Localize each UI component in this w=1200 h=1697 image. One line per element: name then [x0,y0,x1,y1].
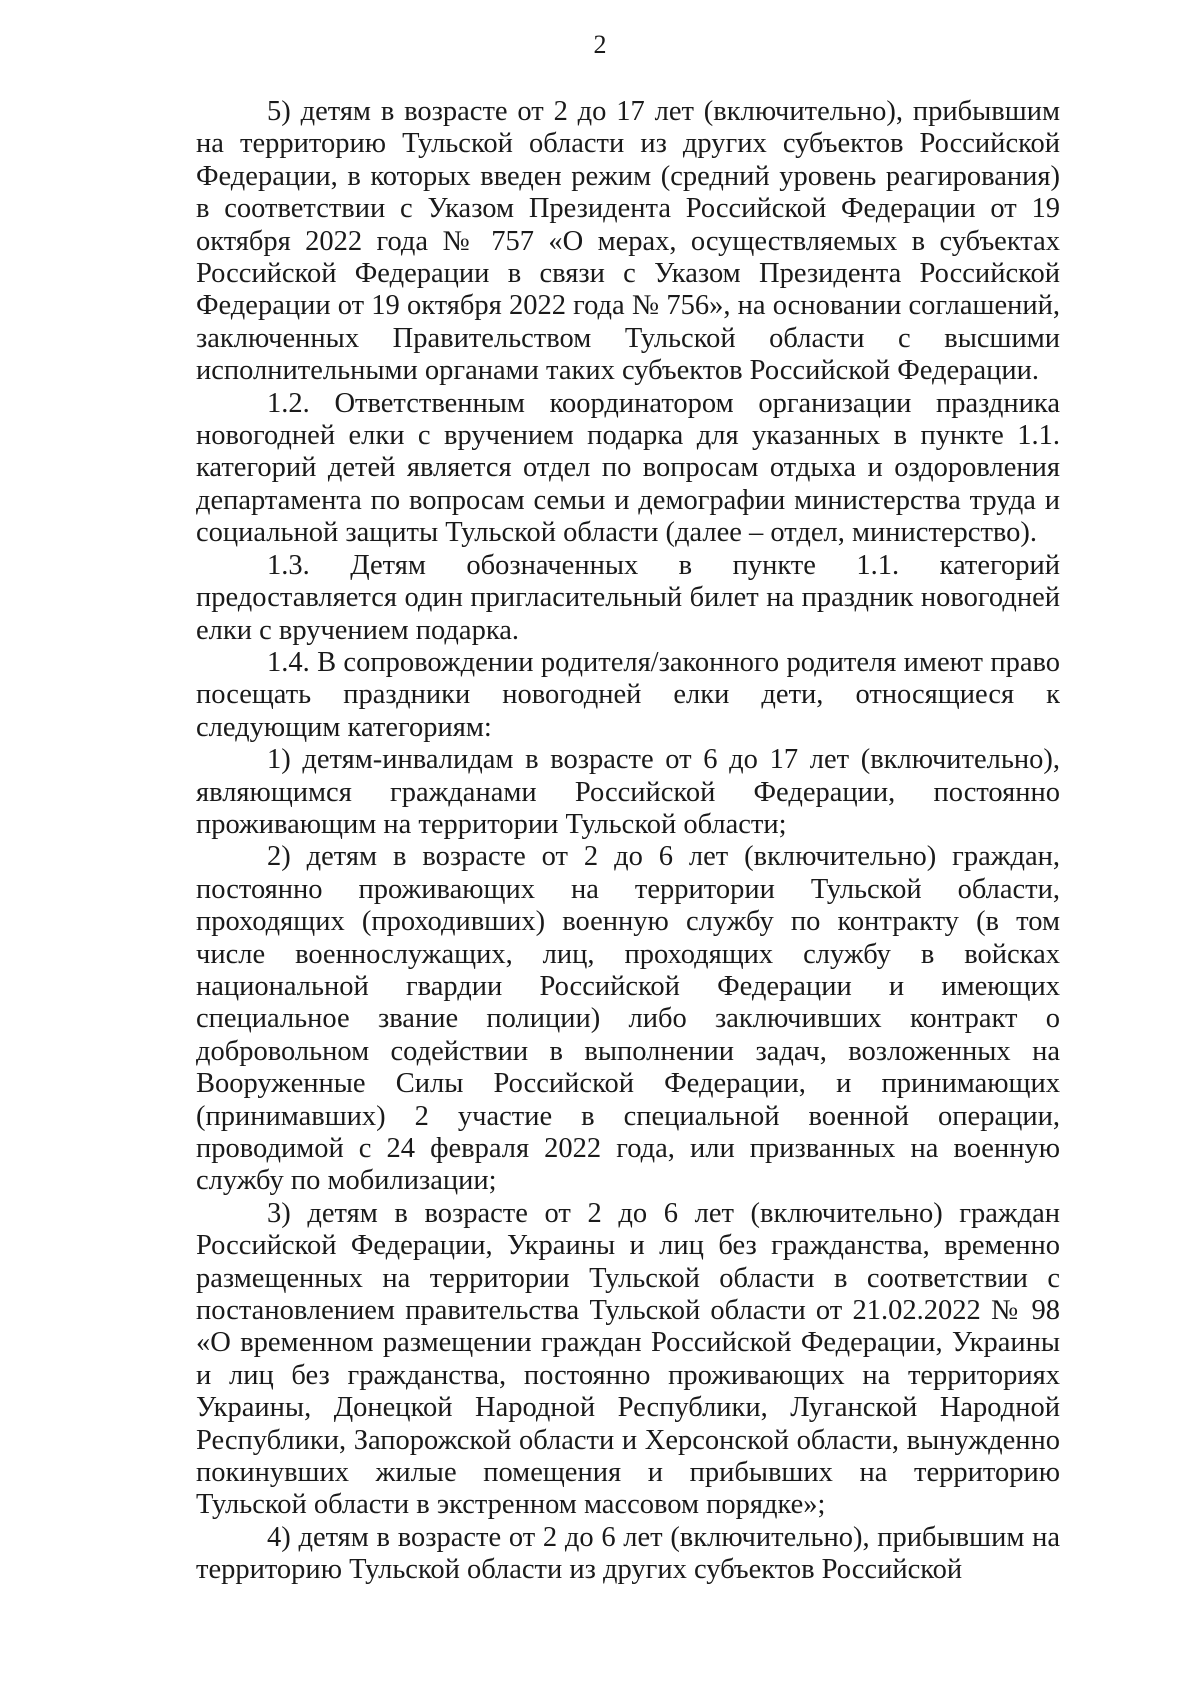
paragraph-item-1: 1) детям-инвалидам в возрасте от 6 до 17 лет (включительно), являющимся гражданами Российской Федерации, постоянно проживающим на территории Тульской области; [196,744,1060,840]
paragraph-item-2: 2) детям в возрасте от 2 до 6 лет (включительно) граждан, постоянно проживающих на территории Тульской области, проходящих (проходивших) военную службу по контракту (в том числе военнослужащих, лиц, проходящих службу в войсках национальной гвардии Российской Федерации и имеющих специальное звание полиции) либо заключивших контракт о добровольном содействии в выполнении задач, возложенных на Вооруженные Силы Российской Федерации, и принимающих (принимавших) 2 участие в специальной военной операции, проводимой с 24 февраля 2022 года, или призванных на военную службу по мобилизации; [196,841,1060,1197]
document-body [196,96,1060,1587]
paragraph-1-2: 1.2. Ответственным координатором организации праздника новогодней елки с вручением подарка для указанных в пункте 1.1. категорий детей является отдел по вопросам отдыха и оздоровления департамента по вопросам семьи и демографии министерства труда и социальной защиты Тульской области (далее – отдел, министерство). [196,387,1060,549]
paragraph-1-3: 1.3. Детям обозначенных в пункте 1.1. категорий предоставляется один пригласительный билет на праздник новогодней елки с вручением подарка. [196,549,1060,646]
paragraph-item-4: 4) детям в возрасте от 2 до 6 лет (включительно), прибывшим на территорию Тульской области из других субъектов Российской [196,1521,1060,1586]
paragraph-item-3: 3) детям в возрасте от 2 до 6 лет (включительно) граждан Российской Федерации, Украины и лиц без гражданства, временно размещенных на территории Тульской области в соответствии с постановлением правительства Тульской области от 21.02.2022 № 98 «О временном размещении граждан Российской Федерации, Украины и лиц без гражданства, постоянно проживающих на территориях Украины, Донецкой Народной Республики, Луганской Народной Республики, Запорожской области и Херсонской области, вынужденно покинувших жилые помещения и прибывших на территорию Тульской области в экстренном массовом порядке»; [196,1197,1060,1521]
paragraph-item-5: 5) детям в возрасте от 2 до 17 лет (включительно), прибывшим на территорию Тульской области из других субъектов Российской Федерации, в которых введен режим (средний уровень реагирования) в соответствии с Указом Президента Российской Федерации от 19 октября 2022 года № 757 «О мерах, осуществляемых в субъектах Российской Федерации в связи с Указом Президента Российской Федерации от 19 октября 2022 года № 756», на основании соглашений, заключенных Правительством Тульской области с высшими исполнительными органами таких субъектов Российской Федерации. [196,96,1060,387]
paragraph-1-4: 1.4. В сопровождении родителя/законного родителя имеют право посещать праздники новогодней елки дети, относящиеся к следующим категориям: [196,646,1060,743]
page-number: 2 [593,30,607,59]
